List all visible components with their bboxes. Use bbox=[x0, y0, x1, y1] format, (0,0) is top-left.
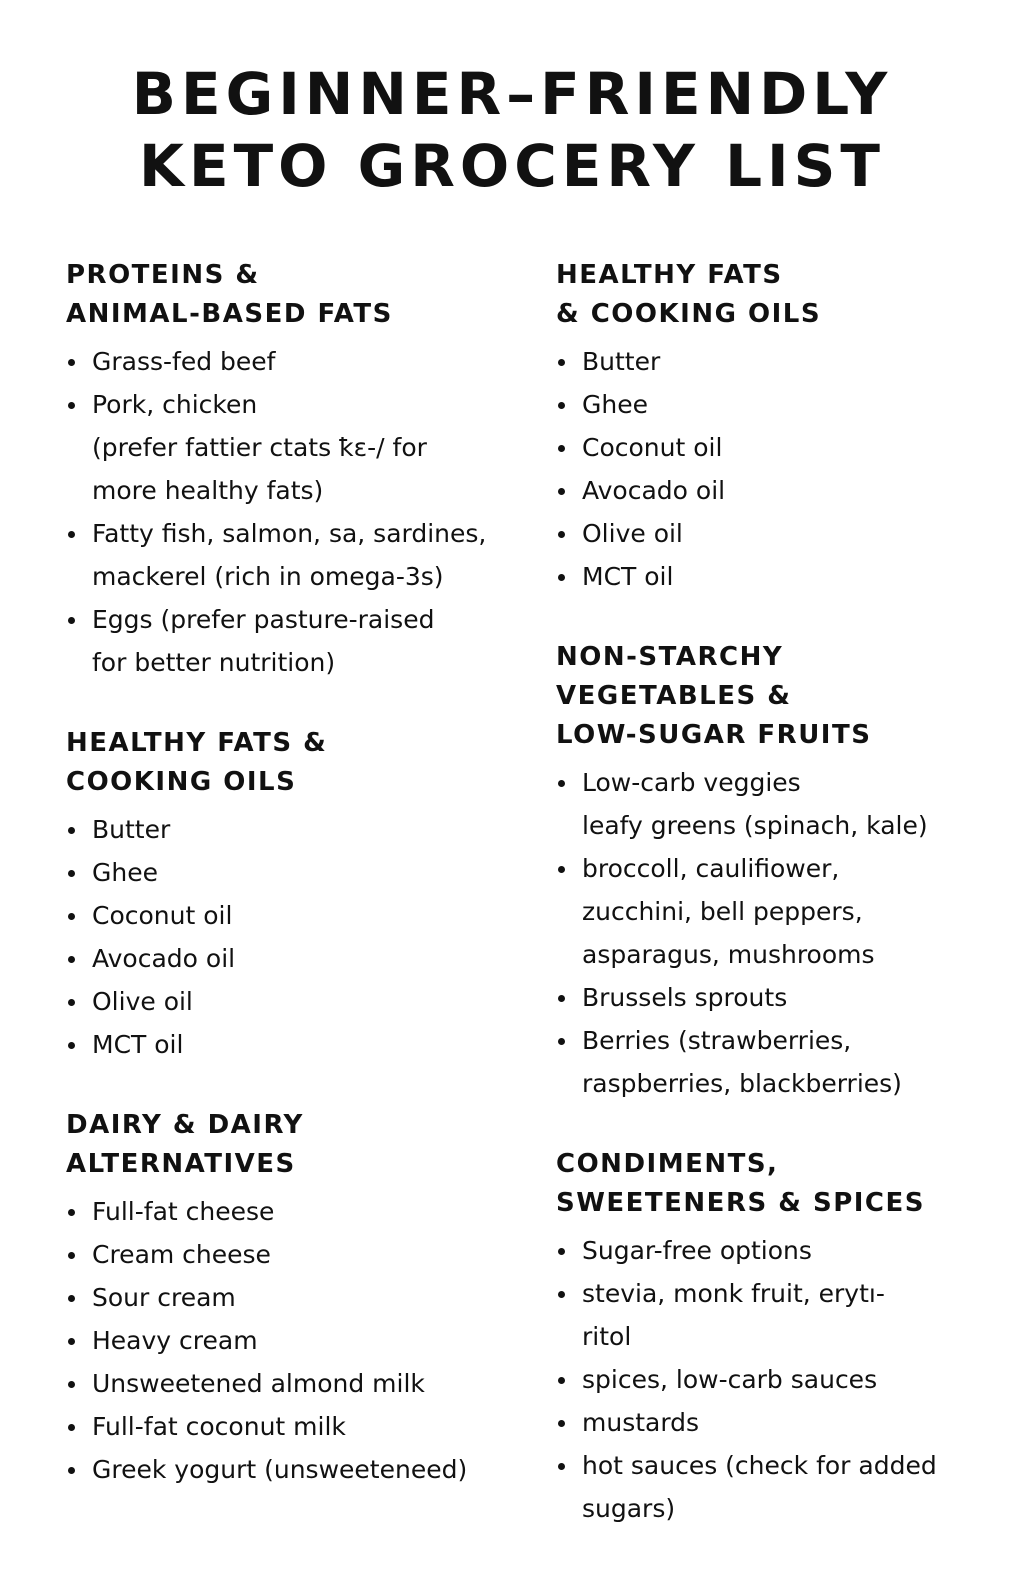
list-item-text: Avocado oil bbox=[582, 476, 726, 505]
list-item bbox=[556, 1358, 986, 1401]
page-title-line-1: BEGINNER–FRIENDLY bbox=[131, 60, 893, 128]
list-item bbox=[66, 1405, 516, 1448]
page-title-line-2: KETO GROCERY LIST bbox=[139, 132, 885, 200]
list-item-text: Butter bbox=[582, 347, 661, 376]
list-item bbox=[556, 340, 986, 383]
list-item-text: Eggs (prefer pasture-raised bbox=[92, 605, 435, 634]
list-item bbox=[66, 894, 516, 937]
list-item-text: Olive oil bbox=[92, 987, 193, 1016]
list-item-text: spices, low-carb sauces bbox=[582, 1365, 878, 1394]
list-item-text: MCT oil bbox=[582, 562, 674, 591]
list-item bbox=[66, 383, 516, 512]
list-item bbox=[66, 1448, 516, 1491]
section-heading bbox=[556, 256, 986, 334]
list-item bbox=[66, 1319, 516, 1362]
list-item-text: Sour cream bbox=[92, 1283, 236, 1312]
list-item bbox=[556, 1229, 986, 1272]
section-heading-line: HEALTHY FATS bbox=[556, 260, 783, 290]
list-item-text: Ghee bbox=[92, 858, 158, 887]
section-heading-line: HEALTHY FATS & bbox=[66, 728, 328, 758]
section-heading bbox=[66, 1106, 516, 1184]
list-item-text: raspberries, blackberries) bbox=[582, 1069, 902, 1098]
list-item-text: Unsweetened almond milk bbox=[92, 1369, 425, 1398]
section-healthy-fats-cooking-oils bbox=[66, 724, 516, 1066]
list-item bbox=[66, 340, 516, 383]
list-item bbox=[556, 512, 986, 555]
list-item-text: Olive oil bbox=[582, 519, 683, 548]
list-item-text: Heavy cream bbox=[92, 1326, 258, 1355]
section-dairy-dairy-alternatives bbox=[66, 1106, 516, 1491]
section-heading-line: CONDIMENTS, bbox=[556, 1149, 779, 1179]
list-item bbox=[556, 426, 986, 469]
list-item-text: Avocado oil bbox=[92, 944, 236, 973]
item-list bbox=[556, 340, 986, 598]
section-heading-line: ALTERNATIVES bbox=[66, 1149, 296, 1179]
section-heading-line: LOW-SUGAR FRUITS bbox=[556, 720, 872, 750]
item-list bbox=[556, 1229, 986, 1530]
list-item bbox=[556, 383, 986, 426]
list-item-text: zucchini, bell peppers, bbox=[582, 897, 863, 926]
section-heading bbox=[66, 724, 516, 802]
list-item-text: (prefer fattier ctats ꝁɛ-/ for bbox=[92, 433, 427, 462]
section-healthy-fats-cooking-oils bbox=[556, 256, 986, 598]
list-item-text: Full-fat coconut milk bbox=[92, 1412, 346, 1441]
list-item-text: Full-fat cheese bbox=[92, 1197, 275, 1226]
section-proteins-animal-based-fats bbox=[66, 256, 516, 684]
section-heading bbox=[556, 1145, 986, 1223]
list-item-text: Butter bbox=[92, 815, 171, 844]
page-title bbox=[0, 58, 1024, 202]
list-item-text: Sugar-free options bbox=[582, 1236, 812, 1265]
list-item bbox=[66, 512, 516, 598]
list-item-text: Greek yogurt (unsweeteneed) bbox=[92, 1455, 468, 1484]
list-item-text: more healthy fats) bbox=[92, 476, 324, 505]
section-heading-line: & COOKING OILS bbox=[556, 299, 822, 329]
list-item-text: Coconut oil bbox=[582, 433, 723, 462]
section-heading-line: COOKING OILS bbox=[66, 767, 297, 797]
list-item bbox=[66, 851, 516, 894]
item-list bbox=[556, 761, 986, 1105]
list-item-text: Brussels sprouts bbox=[582, 983, 788, 1012]
section-heading-line: NON-STARCHY bbox=[556, 642, 784, 672]
section-heading-line: ANIMAL-BASED FATS bbox=[66, 299, 393, 329]
list-item bbox=[66, 808, 516, 851]
list-item bbox=[66, 1276, 516, 1319]
list-item-text: Cream cheese bbox=[92, 1240, 271, 1269]
list-item bbox=[556, 1272, 986, 1358]
list-item-text: stevia, monk fruit, erytı- bbox=[582, 1279, 885, 1308]
list-item-text: mackerel (rich in omega-3s) bbox=[92, 562, 444, 591]
list-item-text: MCT oil bbox=[92, 1030, 184, 1059]
item-list bbox=[66, 340, 516, 684]
list-item bbox=[66, 1362, 516, 1405]
section-heading-line: VEGETABLES & bbox=[556, 681, 792, 711]
list-item-text: Coconut oil bbox=[92, 901, 233, 930]
list-item-text: broccoll, caulifiower, bbox=[582, 854, 840, 883]
list-item-text: asparagus, mushrooms bbox=[582, 940, 875, 969]
section-condiments-sweeteners-spices bbox=[556, 1145, 986, 1530]
list-item bbox=[556, 976, 986, 1019]
list-item-text: Ghee bbox=[582, 390, 648, 419]
list-item bbox=[66, 937, 516, 980]
list-item bbox=[66, 1023, 516, 1066]
list-item bbox=[556, 469, 986, 512]
list-item bbox=[556, 847, 986, 976]
list-item-text: Grass-fed beef bbox=[92, 347, 276, 376]
section-heading-line: PROTEINS & bbox=[66, 260, 260, 290]
section-heading bbox=[66, 256, 516, 334]
list-item bbox=[556, 1401, 986, 1444]
section-non-starchy-vegetables-low-sugar-fruits bbox=[556, 638, 986, 1105]
list-item-text: Fatty fish, salmon, sa, sardines, bbox=[92, 519, 487, 548]
item-list bbox=[66, 808, 516, 1066]
section-heading bbox=[556, 638, 986, 755]
list-item-text: ritol bbox=[582, 1322, 632, 1351]
list-item bbox=[556, 1019, 986, 1105]
section-heading-line: DAIRY & DAIRY bbox=[66, 1110, 304, 1140]
list-item-text: mustards bbox=[582, 1408, 700, 1437]
list-item-text: leafy greens (spinach, kale) bbox=[582, 811, 928, 840]
list-item bbox=[556, 555, 986, 598]
list-item-text: sugars) bbox=[582, 1494, 676, 1523]
list-item bbox=[66, 598, 516, 684]
list-item-text: hot sauces (check for added bbox=[582, 1451, 937, 1480]
right-column bbox=[556, 256, 986, 1570]
list-item bbox=[556, 1444, 986, 1530]
list-item bbox=[66, 1190, 516, 1233]
list-item bbox=[66, 980, 516, 1023]
list-item bbox=[66, 1233, 516, 1276]
list-item-text: Berries (strawberries, bbox=[582, 1026, 852, 1055]
list-item-text: Low-carb veggies bbox=[582, 768, 801, 797]
left-column bbox=[66, 256, 516, 1531]
list-item-text: Pork, chicken bbox=[92, 390, 258, 419]
item-list bbox=[66, 1190, 516, 1491]
section-heading-line: SWEETENERS & SPICES bbox=[556, 1188, 925, 1218]
list-item bbox=[556, 761, 986, 847]
list-item-text: for better nutrition) bbox=[92, 648, 336, 677]
